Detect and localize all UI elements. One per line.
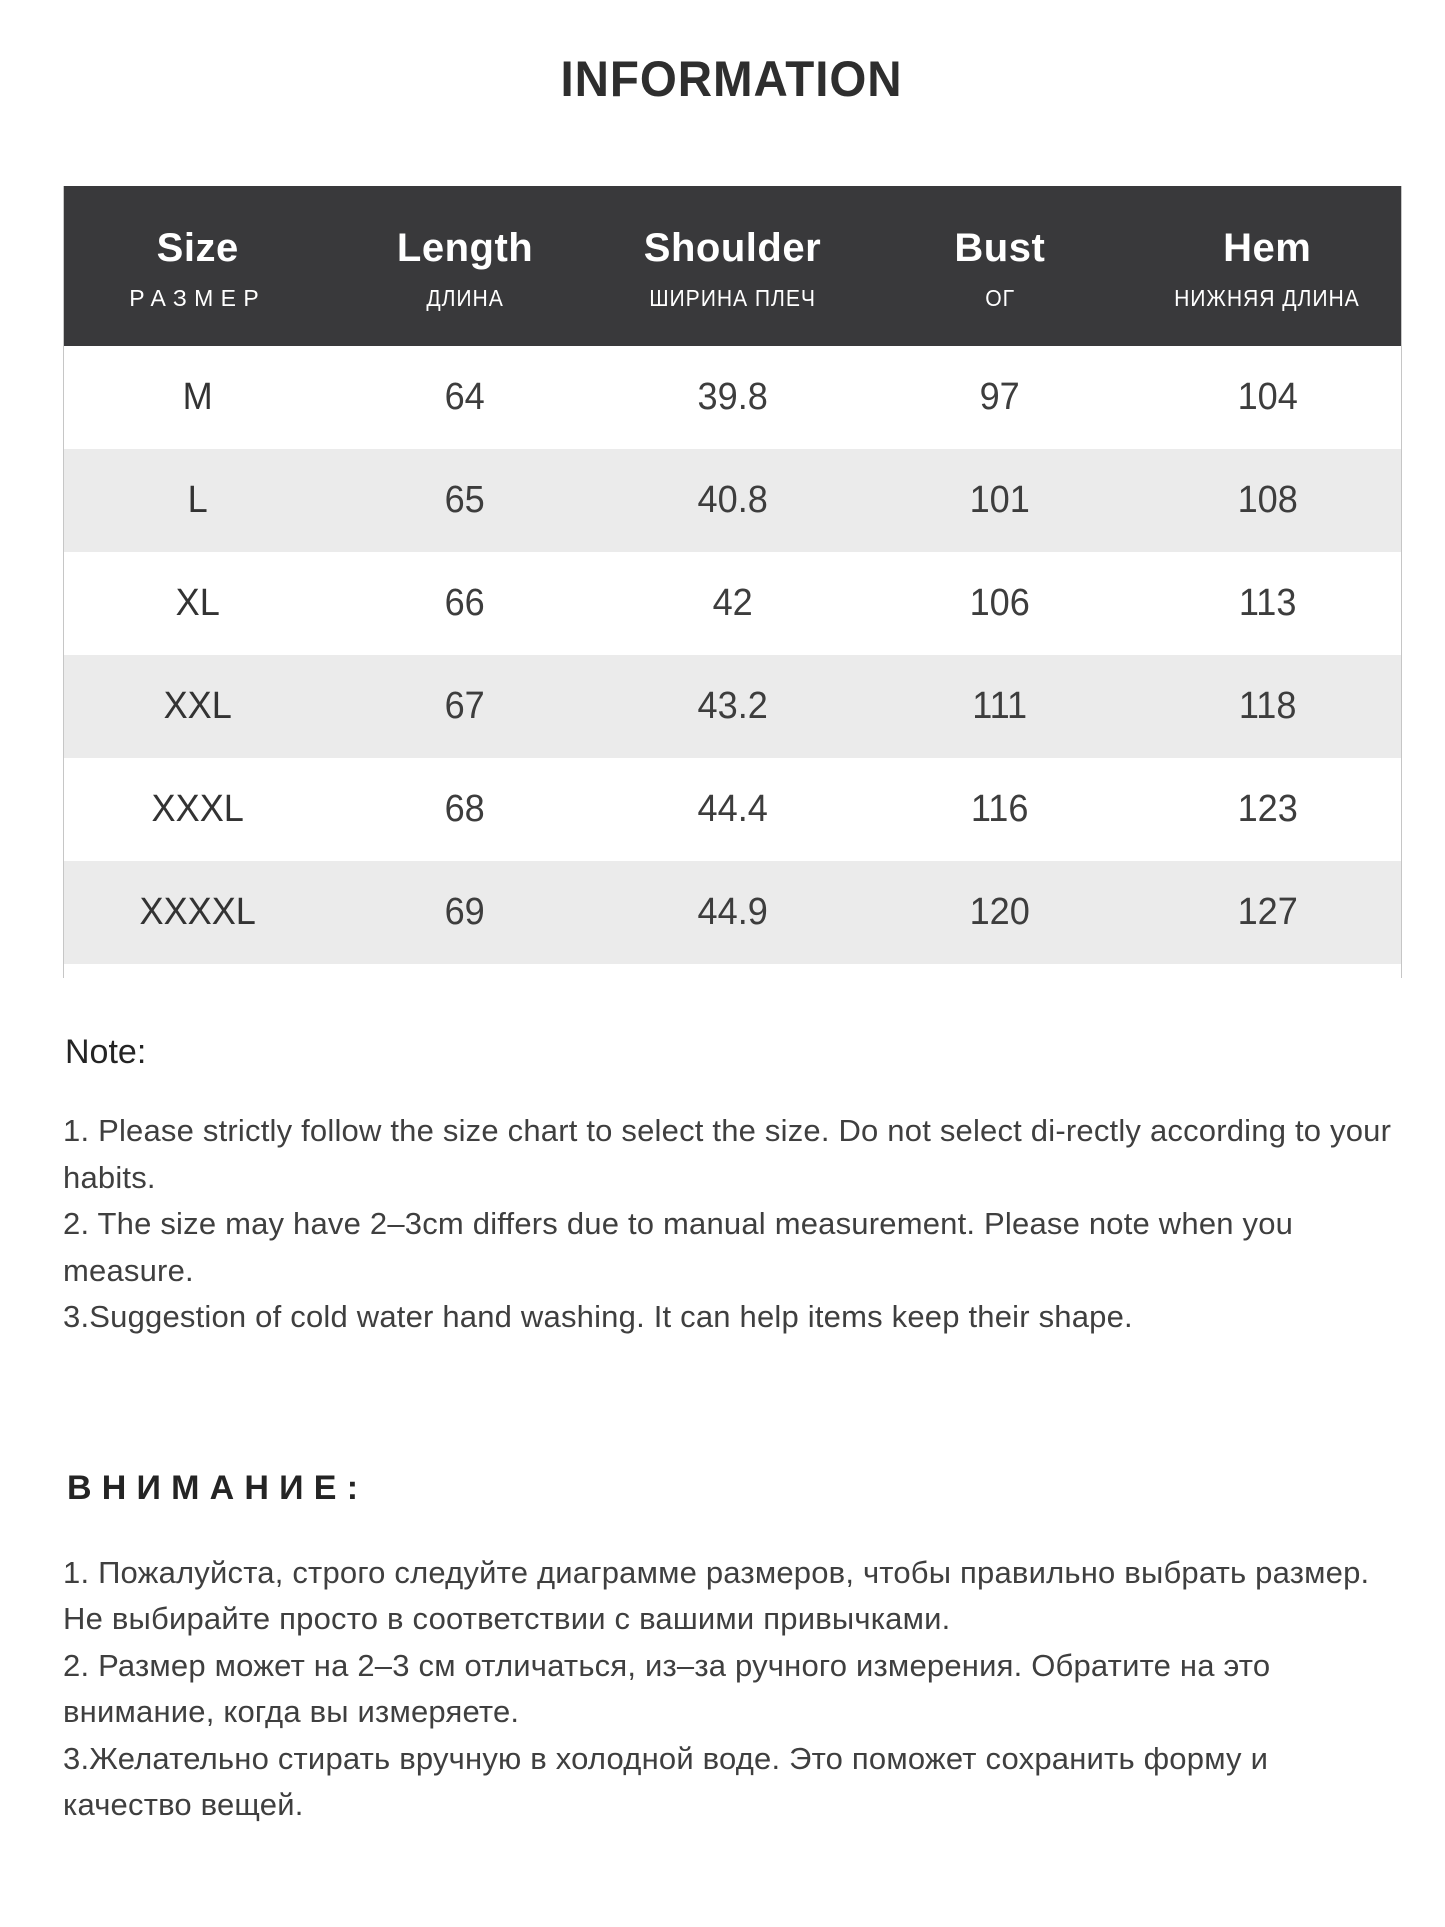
length-cell: 66 <box>444 582 486 624</box>
column-header-shoulder-en: Shoulder <box>643 226 822 270</box>
note-item-1-en: 1. Please strictly follow the size chart to select the size. Do not select di-rectly according to your habits. <box>63 1113 1392 1195</box>
column-header-size-en: Size <box>156 226 239 270</box>
note-item-3-en: 3.Suggestion of cold water hand washing. It can help items keep their shape. <box>63 1299 1133 1334</box>
bust-cell: 116 <box>971 788 1029 830</box>
shoulder-cell: 42 <box>712 582 753 624</box>
column-header-bust <box>866 186 1133 346</box>
table-row-xxxl <box>64 758 1401 861</box>
column-header-size-ru: РАЗМЕР <box>129 285 267 311</box>
bust-cell: 97 <box>979 376 1020 418</box>
hem-cell: 123 <box>1237 788 1298 830</box>
hem-cell: 118 <box>1238 685 1297 727</box>
bust-cell: 111 <box>972 685 1028 727</box>
table-row-xl <box>64 552 1401 655</box>
column-header-length-en: Length <box>396 226 534 270</box>
bust-cell: 106 <box>969 582 1030 624</box>
table-row-m <box>64 346 1401 449</box>
column-header-bust-ru: ОГ <box>984 285 1015 311</box>
size-cell: XXL <box>163 685 232 727</box>
note-item-3-ru: 3.Желательно стирать вручную в холодной воде. Это поможет сохранить форму и качество вещей. <box>63 1740 1269 1822</box>
column-header-length-ru: ДЛИНА <box>426 285 504 311</box>
shoulder-cell: 43.2 <box>697 685 768 727</box>
column-header-shoulder <box>599 186 866 346</box>
size-cell: XXXXL <box>139 891 256 933</box>
size-table-header-row <box>64 186 1401 346</box>
page-title: INFORMATION <box>560 51 903 107</box>
length-cell: 69 <box>444 891 486 933</box>
length-cell: 68 <box>444 788 486 830</box>
bust-cell: 120 <box>969 891 1030 933</box>
note-item-2-en: 2. The size may have 2–3cm differs due to manual measurement. Please note when you measure. <box>63 1206 1294 1288</box>
column-header-length <box>331 186 598 346</box>
note-section-en <box>63 1033 1400 1341</box>
column-header-size <box>64 186 331 346</box>
size-table <box>63 186 1402 978</box>
size-cell: XL <box>175 582 220 624</box>
note-section-ru <box>63 1469 1400 1829</box>
shoulder-cell: 44.4 <box>697 788 768 830</box>
size-cell: XXXL <box>151 788 244 830</box>
hem-cell: 127 <box>1237 891 1298 933</box>
hem-cell: 113 <box>1238 582 1297 624</box>
length-cell: 67 <box>444 685 486 727</box>
note-heading-en: Note: <box>65 1033 147 1071</box>
size-cell: M <box>182 376 213 418</box>
length-cell: 65 <box>444 479 486 521</box>
column-header-hem <box>1134 186 1401 346</box>
note-heading-ru: ВНИМАНИЕ: <box>67 1468 369 1507</box>
shoulder-cell: 44.9 <box>697 891 768 933</box>
note-item-1-ru: 1. Пожалуйста, строго следуйте диаграмме размеров, чтобы правильно выбрать размер. Не выбирайте просто в соответствии с вашими привычками. <box>63 1554 1370 1636</box>
hem-cell: 104 <box>1237 376 1298 418</box>
note-body-en <box>63 1108 1400 1341</box>
column-header-shoulder-ru: ШИРИНА ПЛЕЧ <box>649 285 816 311</box>
bust-cell: 101 <box>969 479 1030 521</box>
table-row-l <box>64 449 1401 552</box>
shoulder-cell: 40.8 <box>697 479 768 521</box>
length-cell: 64 <box>444 376 486 418</box>
note-body-ru <box>63 1550 1400 1829</box>
table-row-xxl <box>64 655 1401 758</box>
table-row-xxxxl <box>64 861 1401 964</box>
column-header-bust-en: Bust <box>954 226 1046 270</box>
column-header-hem-en: Hem <box>1223 226 1312 270</box>
note-item-2-ru: 2. Размер может на 2–3 см отличаться, из–за ручного измерения. Обратите на это внимание, когда вы измеряете. <box>63 1647 1271 1729</box>
hem-cell: 108 <box>1237 479 1298 521</box>
size-cell: L <box>187 479 208 521</box>
shoulder-cell: 39.8 <box>697 376 768 418</box>
column-header-hem-ru: НИЖНЯЯ ДЛИНА <box>1174 285 1361 311</box>
